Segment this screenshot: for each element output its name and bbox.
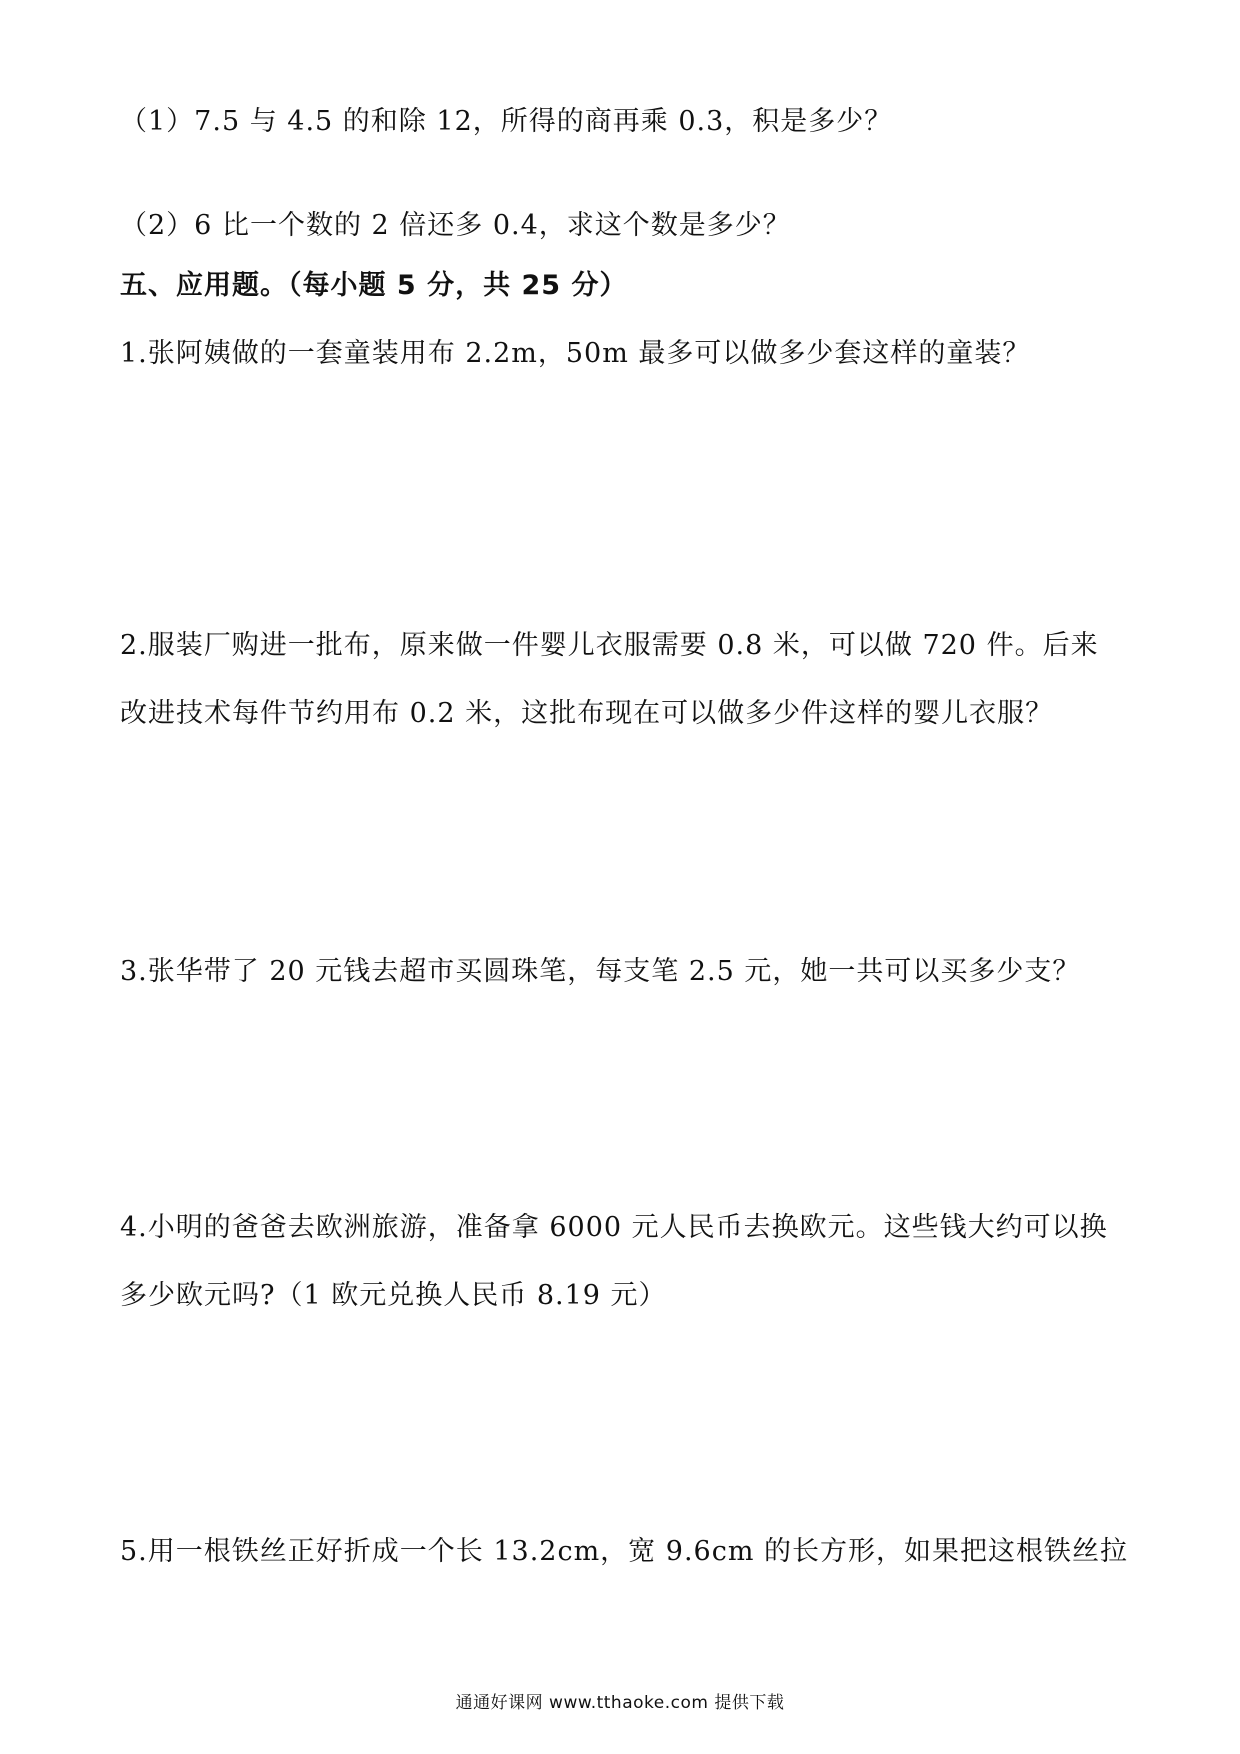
problem-4-line-2: 多少欧元吗?（1 欧元兑换人民币 8.19 元）	[120, 1280, 667, 1311]
problem-4-line-1: 4.小明的爸爸去欧洲旅游，准备拿 6000 元人民币去换欧元。这些钱大约可以换	[120, 1212, 1108, 1243]
problem-3-line-1: 3.张华带了 20 元钱去超市买圆珠笔，每支笔 2.5 元，她一共可以买多少支？	[120, 956, 1081, 987]
sub-question-2: （2）6 比一个数的 2 倍还多 0.4，求这个数是多少？	[120, 210, 791, 241]
section-title: 五、应用题。（每小题 5 分，共 25 分）	[120, 270, 628, 301]
problem-2-line-1: 2.服装厂购进一批布，原来做一件婴儿衣服需要 0.8 米，可以做 720 件。后来	[120, 630, 1099, 661]
sub-question-1: （1）7.5 与 4.5 的和除 12，所得的商再乘 0.3，积是多少？	[120, 106, 893, 137]
problem-2-line-2: 改进技术每件节约用布 0.2 米，这批布现在可以做多少件这样的婴儿衣服？	[120, 698, 1054, 729]
problem-5-line-1: 5.用一根铁丝正好折成一个长 13.2cm，宽 9.6cm 的长方形，如果把这根铁丝拉	[120, 1536, 1129, 1567]
page-footer: 通通好课网 www.tthaoke.com 提供下载	[455, 1693, 785, 1713]
problem-1-line-1: 1.张阿姨做的一套童装用布 2.2m，50m 最多可以做多少套这样的童装？	[120, 338, 1031, 369]
